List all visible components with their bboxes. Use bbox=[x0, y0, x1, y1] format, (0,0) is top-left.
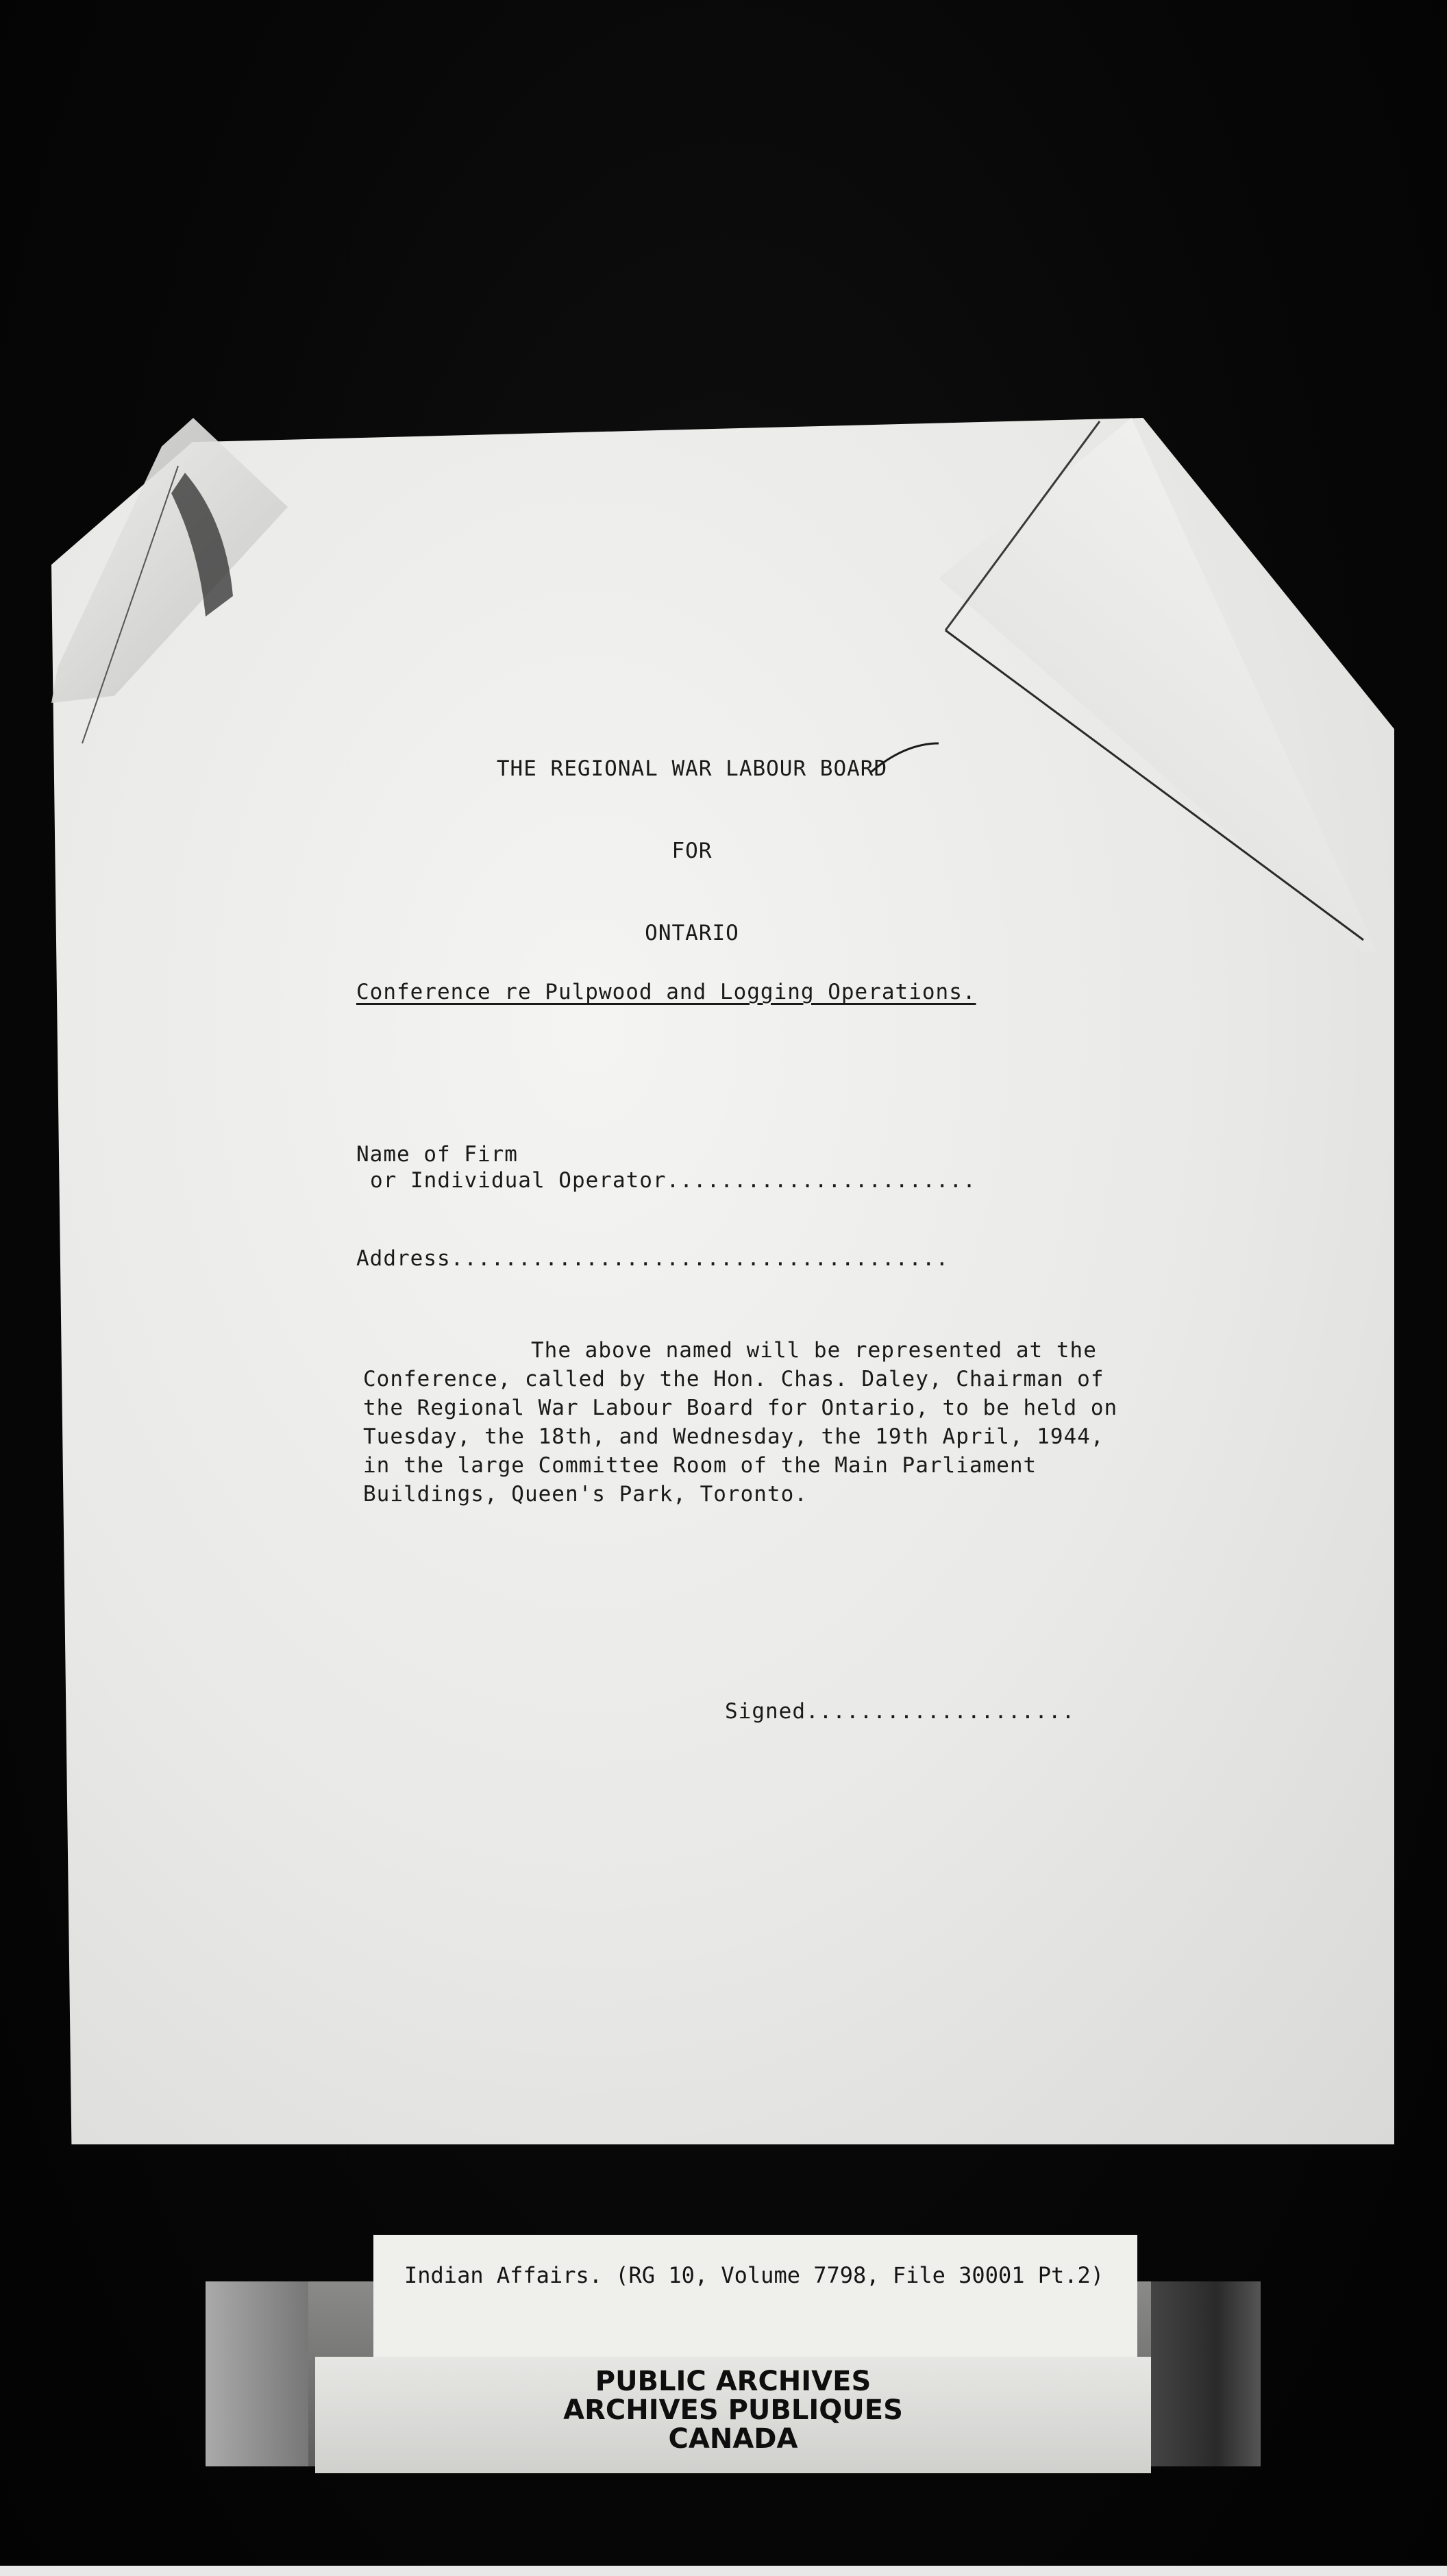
conference-title: Conference re Pulpwood and Logging Operations. bbox=[356, 980, 976, 1004]
stamp-line-1: PUBLIC ARCHIVES bbox=[595, 2366, 871, 2397]
body-paragraph bbox=[363, 1336, 1144, 1509]
reference-label bbox=[373, 2235, 1137, 2358]
body-text: The above named will be represented at the Conference, called by the Hon. Chas. Daley, Chairman of the Regional War Labour Board for Ontario, to be held on Tuesday, the 18th, and Wednesday, the 19th April, 1944, in the large Committee Room of the Main Parliament Buildings, Queen's Park, Toronto. bbox=[363, 1338, 1118, 1507]
signed-label: Signed.................... bbox=[725, 1699, 1076, 1724]
label-backing-right-edge bbox=[1151, 2281, 1261, 2466]
label-backing-left-edge bbox=[206, 2281, 308, 2466]
heading-line-1: THE REGIONAL WAR LABOUR BOARD bbox=[496, 756, 888, 781]
heading-line-3: ONTARIO bbox=[645, 921, 739, 945]
document-heading bbox=[452, 700, 932, 974]
address-label: Address..................................... bbox=[356, 1246, 950, 1271]
archives-stamp-text bbox=[315, 2367, 1151, 2453]
stamp-line-3: CANADA bbox=[668, 2423, 798, 2455]
stamp-line-2: ARCHIVES PUBLIQUES bbox=[563, 2394, 903, 2426]
name-of-firm-label: Name of Firm bbox=[356, 1142, 518, 1167]
heading-line-2: FOR bbox=[671, 839, 713, 863]
film-edge-strip bbox=[0, 2566, 1447, 2576]
individual-operator-label: or Individual Operator....................... bbox=[370, 1168, 976, 1193]
archive-reference: Indian Affairs. (RG 10, Volume 7798, File 30001 Pt.2) bbox=[404, 2262, 1104, 2288]
